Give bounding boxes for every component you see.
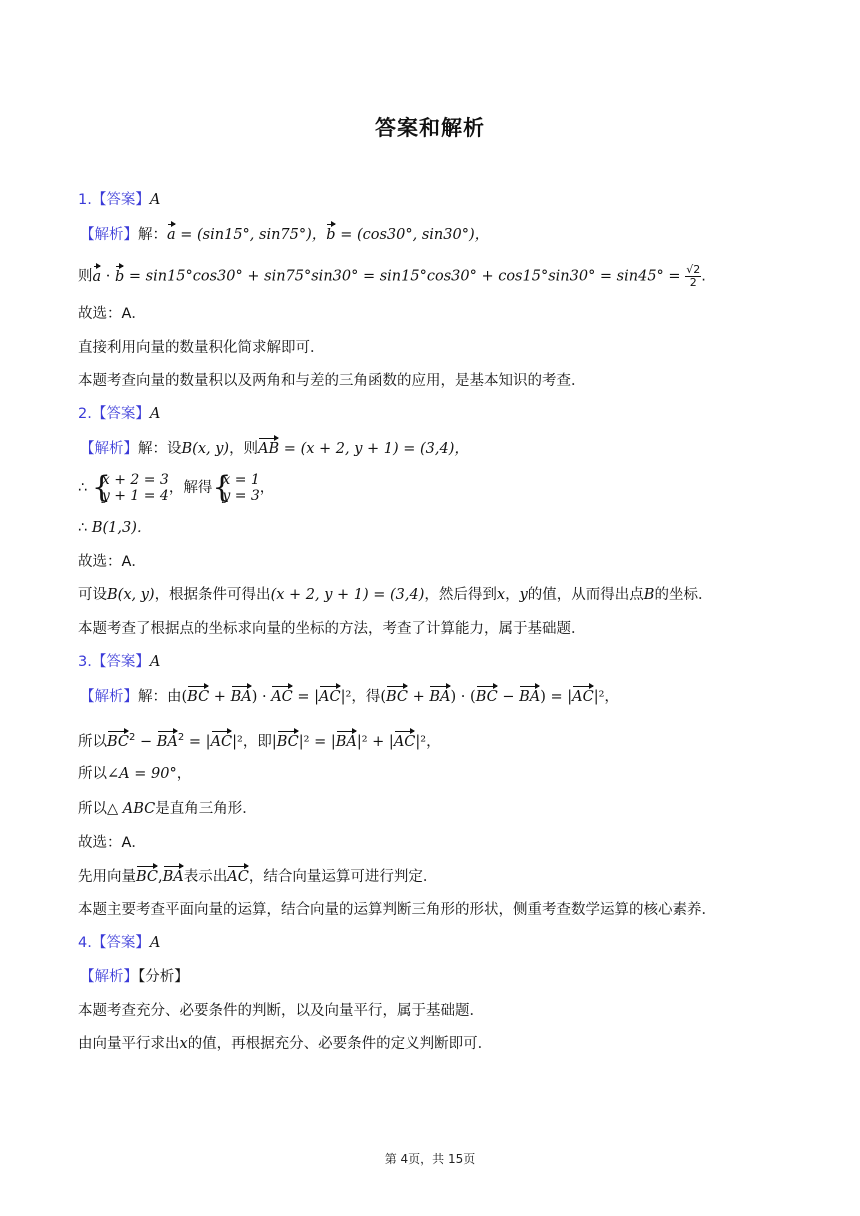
q1-analysis-line2: 则a · b = sin15°cos30° + sin75°sin30° = sin15°cos30° + cos15°sin30° = sin45° = $\frac{√2}{2}$ . bbox=[78, 263, 706, 289]
q1-summary: 本题考查向量的数量积以及两角和与差的三角函数的应用，是基本知识的考查． bbox=[78, 373, 586, 389]
q4-method bbox=[78, 1034, 492, 1054]
q3-op: |² = | bbox=[298, 733, 336, 750]
q2-text: 的值，从而得出点 bbox=[527, 587, 644, 603]
q2-var-x: x bbox=[496, 587, 506, 603]
q4-analysis-line1 bbox=[80, 967, 189, 987]
q3-analysis-label: 【解析】 bbox=[80, 689, 138, 705]
vector-ac: AC bbox=[271, 689, 293, 705]
vector-bc: BC bbox=[107, 733, 130, 750]
q2-answer-line bbox=[78, 404, 160, 424]
q2-text: 可设 bbox=[78, 587, 107, 603]
q3-op: |²，即| bbox=[232, 733, 277, 750]
page-title: 答案和解析 bbox=[375, 116, 485, 140]
q4-answer-label: 【答案】 bbox=[91, 935, 150, 951]
q3-op: |² + | bbox=[356, 733, 394, 750]
q1-text: 解： bbox=[138, 227, 167, 243]
vector-ba: BA bbox=[519, 689, 541, 705]
q1-method: 直接利用向量的数量积化简求解即可． bbox=[78, 340, 325, 356]
vector-ba: BA bbox=[335, 733, 357, 750]
q3-text: 所以 bbox=[78, 733, 107, 750]
vector-ba: BA bbox=[156, 733, 178, 750]
q1-number: 1. bbox=[78, 192, 92, 208]
q2-solve-text: ，解得 bbox=[168, 480, 213, 496]
q3-answer-label: 【答案】 bbox=[91, 654, 150, 670]
q1-choice: 故选：A． bbox=[78, 306, 146, 322]
equation-system-1: { x + 2 = 3 y + 1 = 4 bbox=[91, 470, 169, 505]
vector-a: a bbox=[92, 268, 102, 285]
q2-text: ，然后得到 bbox=[424, 587, 497, 603]
q4-text: 由向量平行求出 bbox=[78, 1036, 180, 1052]
q4-fenxi-label: 【分析】 bbox=[138, 969, 189, 985]
q4-text: 的值，再根据充分、必要条件的定义判断即可． bbox=[187, 1036, 493, 1052]
q3-op: ) · bbox=[251, 689, 272, 705]
q3-choice: 故选：A． bbox=[78, 835, 146, 851]
fraction-numerator: √2 bbox=[686, 263, 701, 276]
q3-text: 所以 bbox=[78, 801, 107, 817]
q3-op: + bbox=[209, 689, 231, 705]
q1-text: 则 bbox=[78, 268, 93, 285]
vector-ac: AC bbox=[227, 869, 249, 885]
q2-analysis-line1 bbox=[80, 439, 469, 459]
q1-answer-line bbox=[78, 190, 160, 210]
q2-analysis-label: 【解析】 bbox=[80, 441, 138, 457]
vector-a: a bbox=[167, 227, 176, 243]
q2-text: 解：设 bbox=[138, 441, 182, 457]
q3-text: ， bbox=[176, 766, 192, 782]
vector-ac: AC bbox=[210, 733, 233, 750]
q1-expr-b: = (cos30°, sin30°)， bbox=[335, 227, 490, 243]
q3-op: |²，得( bbox=[340, 689, 386, 705]
q2-text: ， bbox=[505, 587, 520, 603]
q3-op: + bbox=[408, 689, 430, 705]
q2-point-b: B bbox=[643, 587, 655, 603]
q2-result bbox=[78, 518, 151, 538]
q2-result-expr: B(1,3)． bbox=[91, 520, 152, 536]
q3-method bbox=[78, 867, 437, 887]
q3-angle: ∠A = 90° bbox=[107, 766, 177, 782]
q3-answer-line bbox=[78, 652, 160, 672]
vector-ab: AB bbox=[258, 441, 280, 457]
square-exponent: 2 bbox=[177, 732, 185, 743]
vector-ac: AC bbox=[393, 733, 416, 750]
vector-b: b bbox=[326, 227, 336, 243]
q3-text: 解：由( bbox=[138, 689, 188, 705]
vector-ac: AC bbox=[572, 689, 594, 705]
q4-answer-value: A bbox=[149, 935, 161, 951]
vector-bc: BC bbox=[475, 689, 498, 705]
fraction-sqrt2-over-2 bbox=[685, 264, 701, 289]
vector-ba: BA bbox=[162, 869, 184, 885]
q3-op: − bbox=[135, 733, 157, 750]
q3-analysis-line3 bbox=[78, 764, 191, 784]
q2-text: 的坐标． bbox=[654, 587, 713, 603]
q2-summary: 本题考查了根据点的坐标求向量的坐标的方法，考查了计算能力，属于基础题． bbox=[78, 621, 586, 637]
q3-triangle: △ ABC bbox=[107, 801, 156, 817]
q2-expr: = (x + 2, y + 1) = (3,4)， bbox=[279, 441, 469, 457]
q1-answer-value: A bbox=[149, 192, 161, 208]
q2-expr: (x + 2, y + 1) = (3,4) bbox=[270, 587, 425, 603]
q1-dot-expr: = sin15°cos30° + sin75°sin30° = sin15°cos30° + cos15°sin30° = sin45° = bbox=[124, 268, 686, 285]
vector-ba: BA bbox=[230, 689, 252, 705]
q3-summary: 本题主要考查平面向量的运算，结合向量的运算判断三角形的形状，侧重考查数学运算的核心素养． bbox=[78, 902, 716, 918]
q2-choice: 故选：A． bbox=[78, 554, 146, 570]
vector-bc: BC bbox=[136, 869, 159, 885]
q1-answer-label: 【答案】 bbox=[91, 192, 150, 208]
q4-analysis-label: 【解析】 bbox=[80, 969, 138, 985]
q2-comma: ， bbox=[259, 480, 275, 496]
system-row: x + 2 = 3 bbox=[101, 472, 169, 488]
vector-ba: BA bbox=[429, 689, 451, 705]
q3-op: |²， bbox=[593, 689, 619, 705]
fraction-denominator: 2 bbox=[689, 276, 697, 289]
therefore-symbol: ∴ bbox=[78, 480, 92, 496]
q1-analysis-line1 bbox=[80, 225, 489, 245]
q3-op: − bbox=[497, 689, 520, 705]
q4-summary: 本题考查充分、必要条件的判断，以及向量平行，属于基础题． bbox=[78, 1003, 484, 1019]
q3-text: ，结合向量运算可进行判定． bbox=[248, 869, 438, 885]
q2-system-line bbox=[78, 472, 274, 504]
q1-period: . bbox=[701, 268, 706, 285]
q3-analysis-line1 bbox=[80, 687, 619, 707]
q3-op: ) · ( bbox=[450, 689, 476, 705]
q1-analysis-label: 【解析】 bbox=[80, 227, 138, 243]
q2-answer-label: 【答案】 bbox=[91, 406, 150, 422]
q2-text: ，根据条件可得出 bbox=[154, 587, 271, 603]
q2-var-y: y bbox=[519, 587, 528, 603]
q2-number: 2. bbox=[78, 406, 92, 422]
q2-point-b: B(x, y) bbox=[181, 441, 230, 457]
q2-expr: B(x, y) bbox=[107, 587, 155, 603]
therefore-symbol: ∴ bbox=[78, 520, 92, 536]
q3-answer-value: A bbox=[149, 654, 161, 670]
q3-op: = | bbox=[184, 733, 211, 750]
q3-op: , bbox=[158, 869, 163, 885]
q1-expr-a: = (sin15°, sin75°)， bbox=[175, 227, 327, 243]
q4-var-x: x bbox=[179, 1036, 188, 1052]
system-row: x = 1 bbox=[222, 472, 260, 488]
vector-ac: AC bbox=[319, 689, 341, 705]
square-exponent: 2 bbox=[129, 732, 136, 743]
q3-analysis-line2 bbox=[78, 728, 441, 752]
q3-text: 所以 bbox=[78, 766, 107, 782]
q2-answer-value: A bbox=[149, 406, 161, 422]
q3-op: = | bbox=[292, 689, 320, 705]
q2-text: ，则 bbox=[229, 441, 259, 457]
q3-analysis-line4 bbox=[78, 799, 257, 819]
equation-system-2: { x = 1 y = 3 bbox=[212, 470, 260, 505]
system-row: y + 1 = 4 bbox=[101, 488, 169, 504]
vector-bc: BC bbox=[385, 689, 409, 705]
q3-op: ) = | bbox=[540, 689, 573, 705]
q3-number: 3. bbox=[78, 654, 92, 670]
page-footer: 第 4页，共 15页 bbox=[384, 1152, 476, 1166]
vector-bc: BC bbox=[187, 689, 210, 705]
q3-text: 是直角三角形． bbox=[155, 801, 257, 817]
q3-text: 表示出 bbox=[183, 869, 228, 885]
q3-text: 先用向量 bbox=[78, 869, 136, 885]
vector-bc: BC bbox=[276, 733, 299, 750]
vector-b: b bbox=[114, 268, 125, 285]
q4-answer-line bbox=[78, 933, 160, 953]
q2-method bbox=[78, 585, 712, 605]
system-row: y = 3 bbox=[222, 488, 260, 504]
q3-op: |²， bbox=[415, 733, 441, 750]
q4-number: 4. bbox=[78, 935, 92, 951]
